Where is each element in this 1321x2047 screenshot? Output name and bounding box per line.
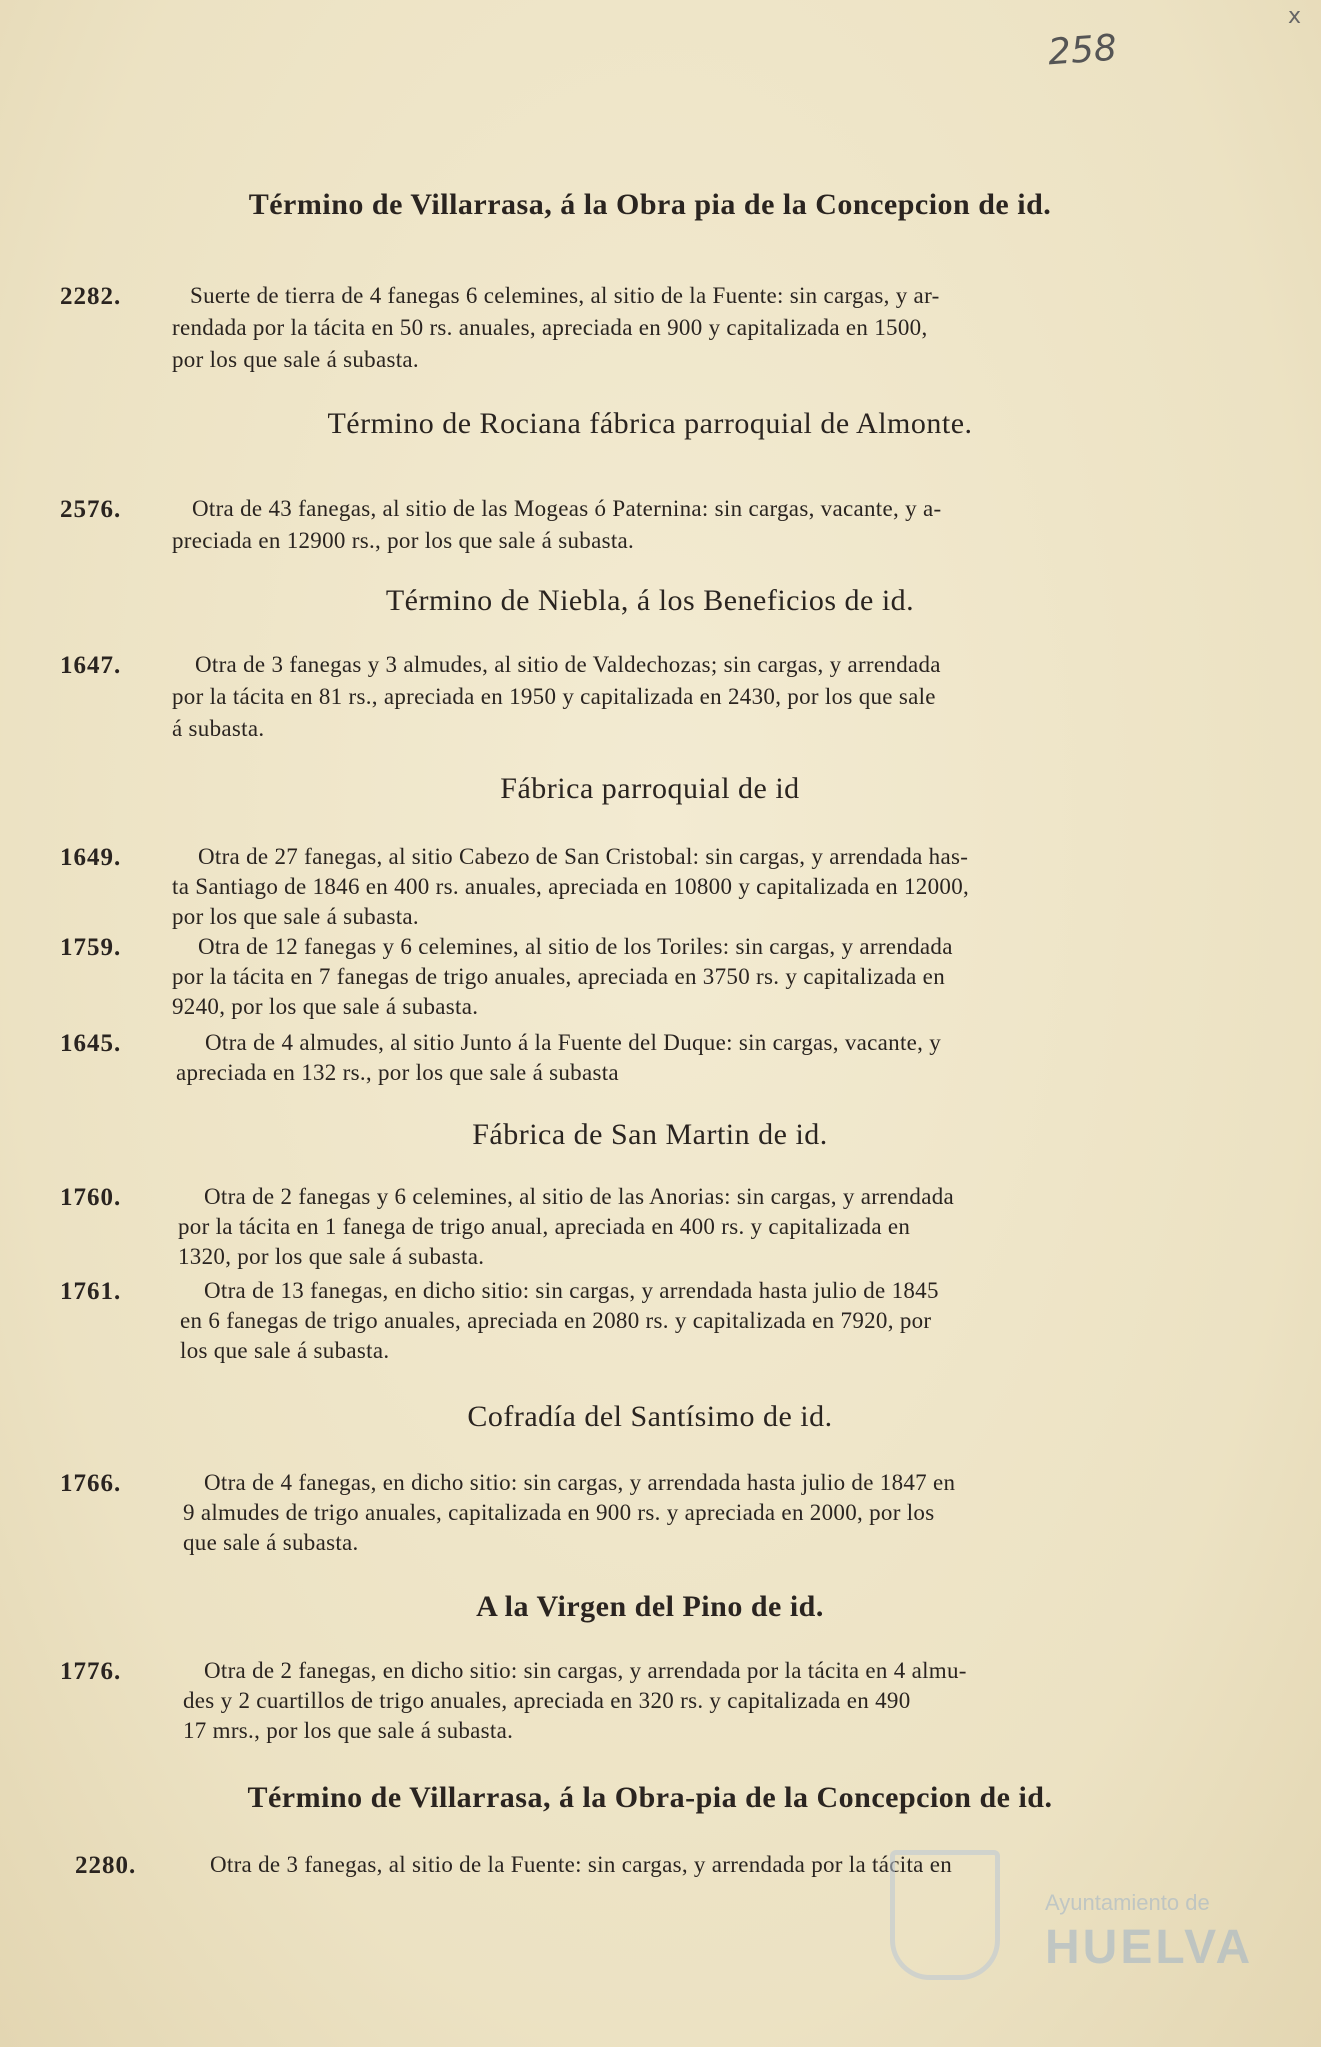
folio-number: 258: [1046, 27, 1119, 74]
shield-icon: [890, 1850, 1000, 1980]
section-heading: Fábrica parroquial de id: [500, 772, 800, 805]
entry-line: Otra de 2 fanegas y 6 celemines, al sitio de las Anorias: sin cargas, y arrendada: [204, 1184, 955, 1209]
entry-line: 17 mrs., por los que sale á subasta.: [183, 1718, 514, 1743]
section-heading: Término de Niebla, á los Beneficios de id.: [385, 584, 915, 617]
entry-number: 2576.: [60, 496, 122, 523]
entry-number: 1761.: [60, 1278, 122, 1305]
entry-line: por los que sale á subasta.: [172, 347, 419, 372]
entry-line: Otra de 3 fanegas, al sitio de la Fuente: sin cargas, y arrendada por la tácita en: [210, 1852, 953, 1877]
entry-line: Otra de 4 fanegas, en dicho sitio: sin cargas, y arrendada hasta julio de 1847 en: [204, 1470, 956, 1495]
section-heading: Término de Villarrasa, á la Obra pia de la Concepcion de id.: [248, 188, 1052, 221]
corner-mark: x: [1288, 4, 1302, 29]
entry-line: que sale á subasta.: [183, 1530, 359, 1555]
entry-number: 1760.: [60, 1184, 122, 1211]
entry-line: á subasta.: [172, 716, 265, 741]
entry-line: por la tácita en 1 fanega de trigo anual, apreciada en 400 rs. y capitalizada en: [178, 1214, 911, 1239]
entry-number: 1645.: [60, 1030, 122, 1057]
entry-line: 1320, por los que sale á subasta.: [178, 1244, 485, 1269]
entry-line: preciada en 12900 rs., por los que sale á subasta.: [172, 528, 635, 553]
entry-number: 1759.: [60, 934, 122, 961]
entry-line: Otra de 3 fanegas y 3 almudes, al sitio de Valdechozas; sin cargas, y arrendada: [195, 652, 941, 677]
watermark-line1: Ayuntamiento de: [1045, 1890, 1210, 1915]
entry-line: por los que sale á subasta.: [172, 904, 419, 929]
entry-line: apreciada en 132 rs., por los que sale á subasta: [176, 1060, 619, 1085]
entry-line: los que sale á subasta.: [180, 1338, 390, 1363]
entry-line: por la tácita en 81 rs., apreciada en 1950 y capitalizada en 2430, por los que sale: [172, 684, 936, 709]
entry-number: 1766.: [60, 1470, 122, 1497]
entry-line: Otra de 43 fanegas, al sitio de las Mogeas ó Paternina: sin cargas, vacante, y a-: [192, 496, 942, 521]
entry-line: Otra de 12 fanegas y 6 celemines, al sitio de los Toriles: sin cargas, y arrendada: [198, 934, 953, 959]
entry-line: 9 almudes de trigo anuales, capitalizada en 900 rs. y apreciada en 2000, por los: [183, 1500, 935, 1525]
section-heading: Término de Villarrasa, á la Obra-pia de la Concepcion de id.: [247, 1781, 1053, 1814]
entry-line: Otra de 13 fanegas, en dicho sitio: sin cargas, y arrendada hasta julio de 1845: [204, 1278, 939, 1303]
entry-number: 1776.: [60, 1658, 122, 1685]
section-heading: Fábrica de San Martin de id.: [472, 1118, 828, 1151]
entry-line: Otra de 27 fanegas, al sitio Cabezo de San Cristobal: sin cargas, y arrendada has-: [198, 844, 969, 869]
entry-line: Suerte de tierra de 4 fanegas 6 celemines, al sitio de la Fuente: sin cargas, y ar-: [190, 283, 940, 308]
entry-line: des y 2 cuartillos de trigo anuales, apreciada en 320 rs. y capitalizada en 490: [183, 1688, 911, 1713]
watermark-line2: HUELVA: [1045, 1921, 1254, 1974]
entry-line: ta Santiago de 1846 en 400 rs. anuales, apreciada en 10800 y capitalizada en 12000,: [172, 874, 970, 899]
entry-number: 2282.: [60, 283, 122, 310]
entry-number: 1647.: [60, 652, 122, 679]
entry-line: 9240, por los que sale á subasta.: [172, 994, 479, 1019]
entry-line: Otra de 2 fanegas, en dicho sitio: sin cargas, y arrendada por la tácita en 4 almu-: [204, 1658, 967, 1683]
section-heading: Cofradía del Santísimo de id.: [467, 1400, 833, 1433]
entry-line: por la tácita en 7 fanegas de trigo anuales, apreciada en 3750 rs. y capitalizada en: [172, 964, 945, 989]
entry-line: en 6 fanegas de trigo anuales, apreciada en 2080 rs. y capitalizada en 7920, por: [180, 1308, 932, 1333]
section-heading: A la Virgen del Pino de id.: [476, 1590, 824, 1623]
entry-line: Otra de 4 almudes, al sitio Junto á la Fuente del Duque: sin cargas, vacante, y: [205, 1030, 942, 1055]
entry-number: 2280.: [75, 1852, 137, 1879]
watermark-text: [1045, 1890, 1285, 1975]
entry-number: 1649.: [60, 844, 122, 871]
section-heading: Término de Rociana fábrica parroquial de Almonte.: [327, 407, 973, 440]
entry-line: rendada por la tácita en 50 rs. anuales, apreciada en 900 y capitalizada en 1500,: [172, 315, 928, 340]
